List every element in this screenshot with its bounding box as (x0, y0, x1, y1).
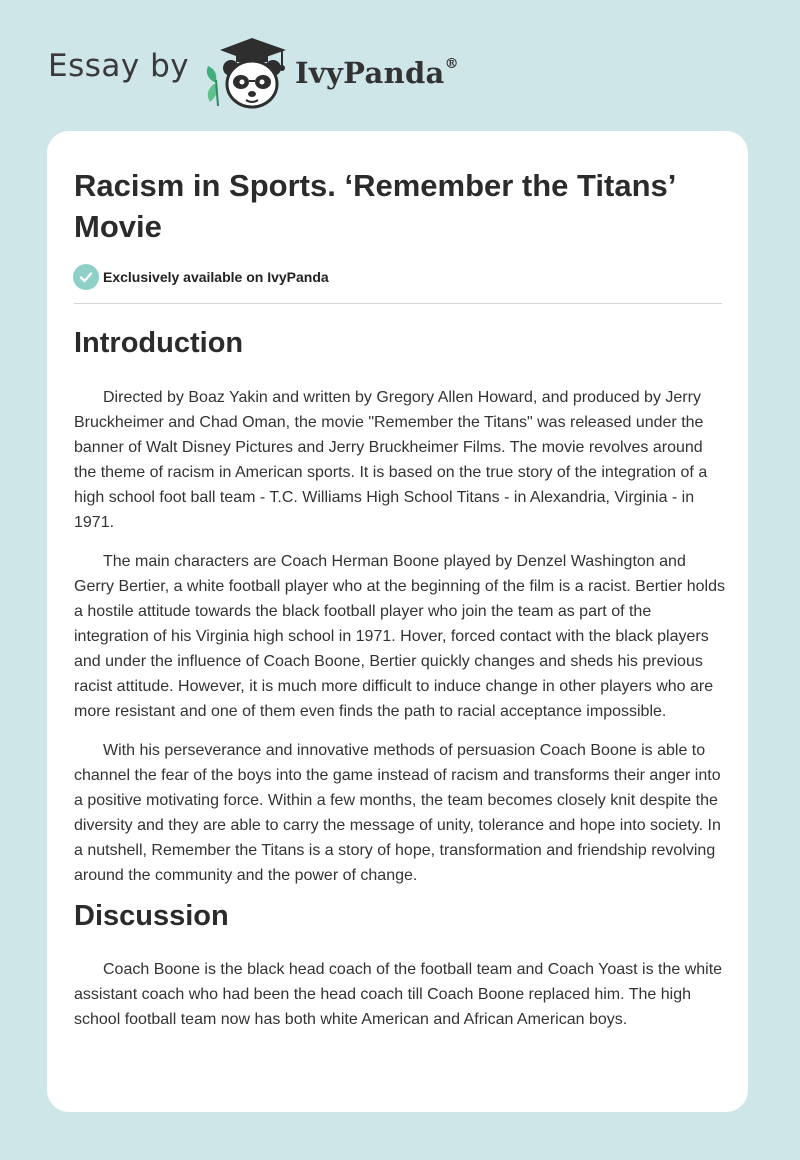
paragraph: With his perseverance and innovative methods of persuasion Coach Boone is able to channel the fear of the boys into the game instead of racism and transforms their anger into a positive motivating force. Within a few months, the team becomes closely knit despite the diversity and they are able to carry the message of unity, tolerance and hope into society. In a nutshell, Remember the Titans is a story of hope, transformation and friendship revolving around the community and the power of change. (74, 742, 721, 884)
essay-by-label: Essay by (48, 48, 190, 84)
badge-text: Exclusively available on IvyPanda (103, 269, 329, 285)
site-header (48, 30, 528, 110)
check-icon (73, 264, 99, 290)
registered-mark: ® (444, 56, 459, 73)
section-heading-introduction: Introduction (74, 327, 244, 359)
article-title: Racism in Sports. ‘Remember the Titans’ Movie (74, 168, 675, 244)
article-card (47, 131, 748, 1112)
brand-text: IvyPanda (295, 56, 445, 90)
brand-name[interactable] (295, 56, 459, 90)
section-heading-discussion: Discussion (74, 900, 229, 932)
paragraph: Coach Boone is the black head coach of the football team and Coach Yoast is the white assistant coach who had been the head coach till Coach Boone replaced him. The high school football team now has both white American and African American boys. (74, 961, 723, 1028)
paragraph: The main characters are Coach Herman Boone played by Denzel Washington and Gerry Bertier, a white football player who at the beginning of the film is a racist. Bertier holds a hostile attitude towards the black football player who join the team as part of the integration of his Virginia high school in 1971. Hover, forced contact with the black players and under the influence of Coach Boone, Bertier quickly changes and sheds his previous racist attitude. However, it is much more difficult to induce change in other players who are more resistant and one of them even finds the path to racial acceptance impossible. (74, 553, 725, 720)
paragraph: Directed by Boaz Yakin and written by Gregory Allen Howard, and produced by Jerry Bruckheimer and Chad Oman, the movie "Remember the Titans" was released under the banner of Walt Disney Pictures and Jerry Bruckheimer Films. The movie revolves around the theme of racism in American sports. It is based on the true story of the integration of a high school foot ball team - T.C. Williams High School Titans - in Alexandria, Virginia - in 1971. (74, 389, 708, 531)
divider (74, 303, 722, 304)
panda-graduate-logo-icon[interactable] (200, 32, 294, 112)
article-body (74, 321, 726, 1032)
exclusive-badge (73, 264, 329, 290)
